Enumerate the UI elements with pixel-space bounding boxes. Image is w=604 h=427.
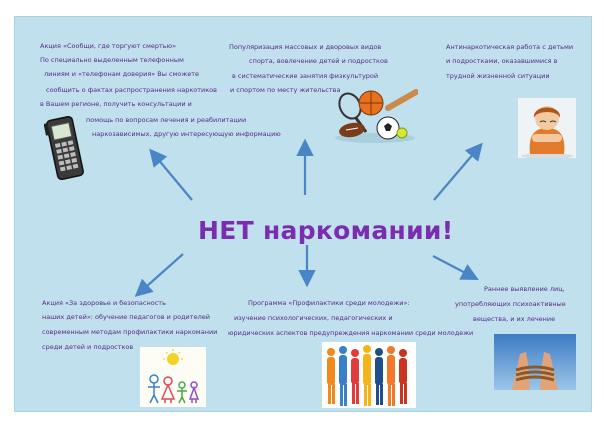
tied-hands-icon	[494, 334, 576, 390]
block-bottom-center-line-2: изучение психологических, педагогических и	[234, 314, 393, 322]
poster-title: НЕТ наркомании!	[198, 216, 454, 245]
arrow-top-left	[152, 152, 192, 200]
block-top-center-line-1: Популяризация массовых и дворовых видов	[229, 43, 382, 51]
youth-silhouettes-icon	[322, 342, 416, 408]
block-top-left-line-5: в Вашем регионе, получить консультации и	[40, 100, 192, 108]
mobile-phone-icon	[44, 114, 86, 182]
family-drawing-icon	[140, 347, 206, 407]
sad-child-icon	[518, 98, 576, 158]
block-bottom-left-line-4: среди детей и подростков	[42, 343, 134, 351]
arrow-bottom-right	[433, 256, 475, 278]
block-bottom-left-line-3: современным методам профилактики наркомании	[42, 328, 218, 336]
block-top-right-line-2: и подростками, оказавшимися в	[446, 57, 558, 65]
block-top-center-line-2: спорта, вовлечение детей и подростков	[249, 57, 388, 65]
block-top-right-line-3: трудной жизненной ситуации	[446, 72, 550, 80]
block-top-left-line-7: наркозависимых, другую интересующую информацию	[92, 130, 281, 138]
block-bottom-right-line-2: употребляющих психоактивные	[455, 300, 566, 308]
arrow-bottom-left	[138, 254, 183, 294]
block-top-left-line-1: Акция «Сообщи, где торгуют смертью»	[40, 42, 177, 50]
block-top-right-line-1: Антинаркотическая работа с детьми	[446, 43, 574, 51]
arrow-top-right	[434, 146, 480, 200]
block-bottom-center-line-1: Программа «Профилактики среди молодежи»:	[248, 299, 410, 307]
block-bottom-center-line-3: юридических аспектов предупреждения наркомании среди молодежи	[228, 329, 474, 337]
block-top-left-line-2: По специально выделенным телефонным	[40, 56, 184, 64]
block-bottom-left-line-1: Акция «За здоровье и безопасность	[42, 299, 166, 307]
block-top-left-line-4: сообщить о фактах распространения наркотиков	[46, 86, 217, 94]
block-bottom-right-line-1: Раннее выявление лиц,	[484, 285, 565, 293]
block-top-center-line-3: в систематические занятия физкультурой	[232, 72, 379, 80]
block-bottom-right-line-3: вещества, и их лечение	[473, 315, 556, 323]
block-top-center-line-4: и спортом по месту жительства	[230, 86, 341, 94]
sports-balls-icon	[332, 88, 418, 144]
block-top-left-line-3: линиям и «телефонам доверия» Вы сможете	[44, 70, 200, 78]
block-bottom-left-line-2: наших детей»: обучение педагогов и родителей	[42, 313, 210, 321]
block-top-left-line-6: помощь по вопросам лечения и реабилитации	[86, 116, 247, 124]
